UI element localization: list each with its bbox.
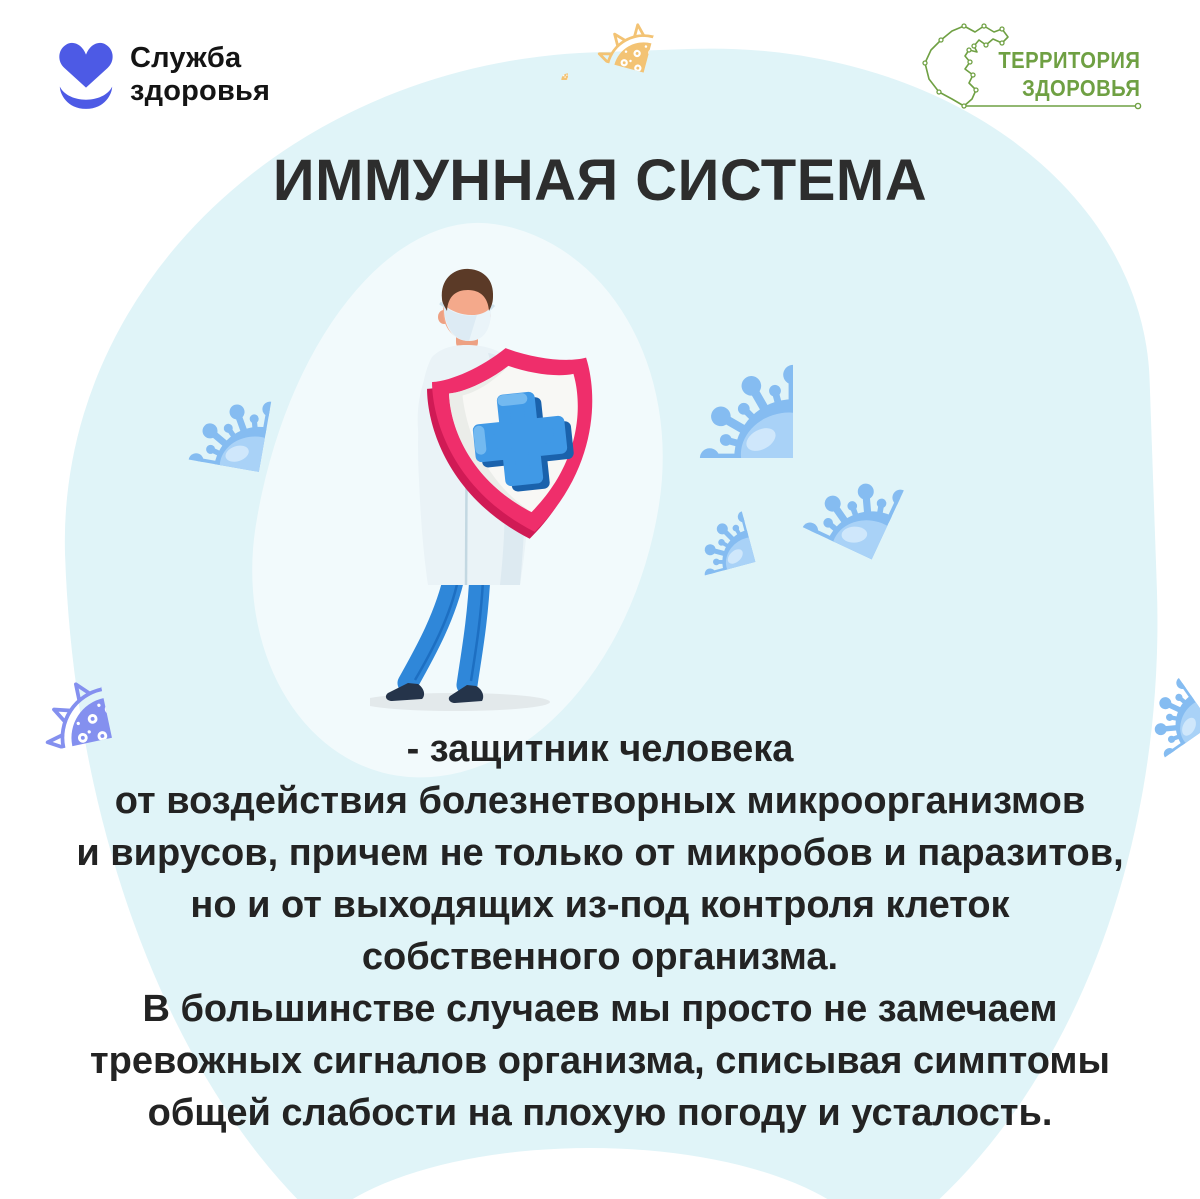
brand-sluzhba-zdorovya	[55, 38, 270, 112]
brand-territoriya-zdorovya	[918, 22, 1144, 118]
body-line: общей слабости на плохую погоду и усталость.	[147, 1092, 1053, 1134]
body-line: тревожных сигналов организма, списывая симптомы	[90, 1040, 1110, 1082]
coronavirus-icon	[111, 298, 285, 472]
heart-smile-logo-icon	[55, 38, 117, 112]
body-line: В большинстве случаев мы просто не замечаем	[142, 988, 1058, 1030]
body-line: и вирусов, причем не только от микробов и паразитов,	[76, 832, 1124, 874]
brand-left-line1: Служба	[130, 42, 242, 74]
body-line: но и от выходящих из-под контроля клеток	[190, 884, 1010, 926]
body-line: собственного организма.	[361, 936, 839, 978]
body-line: от воздействия болезнетворных микроорганизмов	[114, 780, 1086, 822]
doctor-with-shield-illustration	[370, 265, 650, 715]
brand-right-line2: ЗДОРОВЬЯ	[1021, 75, 1140, 101]
body-line: - защитник человека	[406, 728, 794, 770]
body-paragraph	[0, 723, 1200, 1139]
page-title: ИММУННАЯ СИСТЕМА	[272, 148, 928, 213]
brand-right-line1: ТЕРРИТОРИЯ	[997, 47, 1140, 73]
dotted-circle-icon	[545, 57, 568, 80]
brand-left-line2: здоровья	[130, 75, 271, 107]
